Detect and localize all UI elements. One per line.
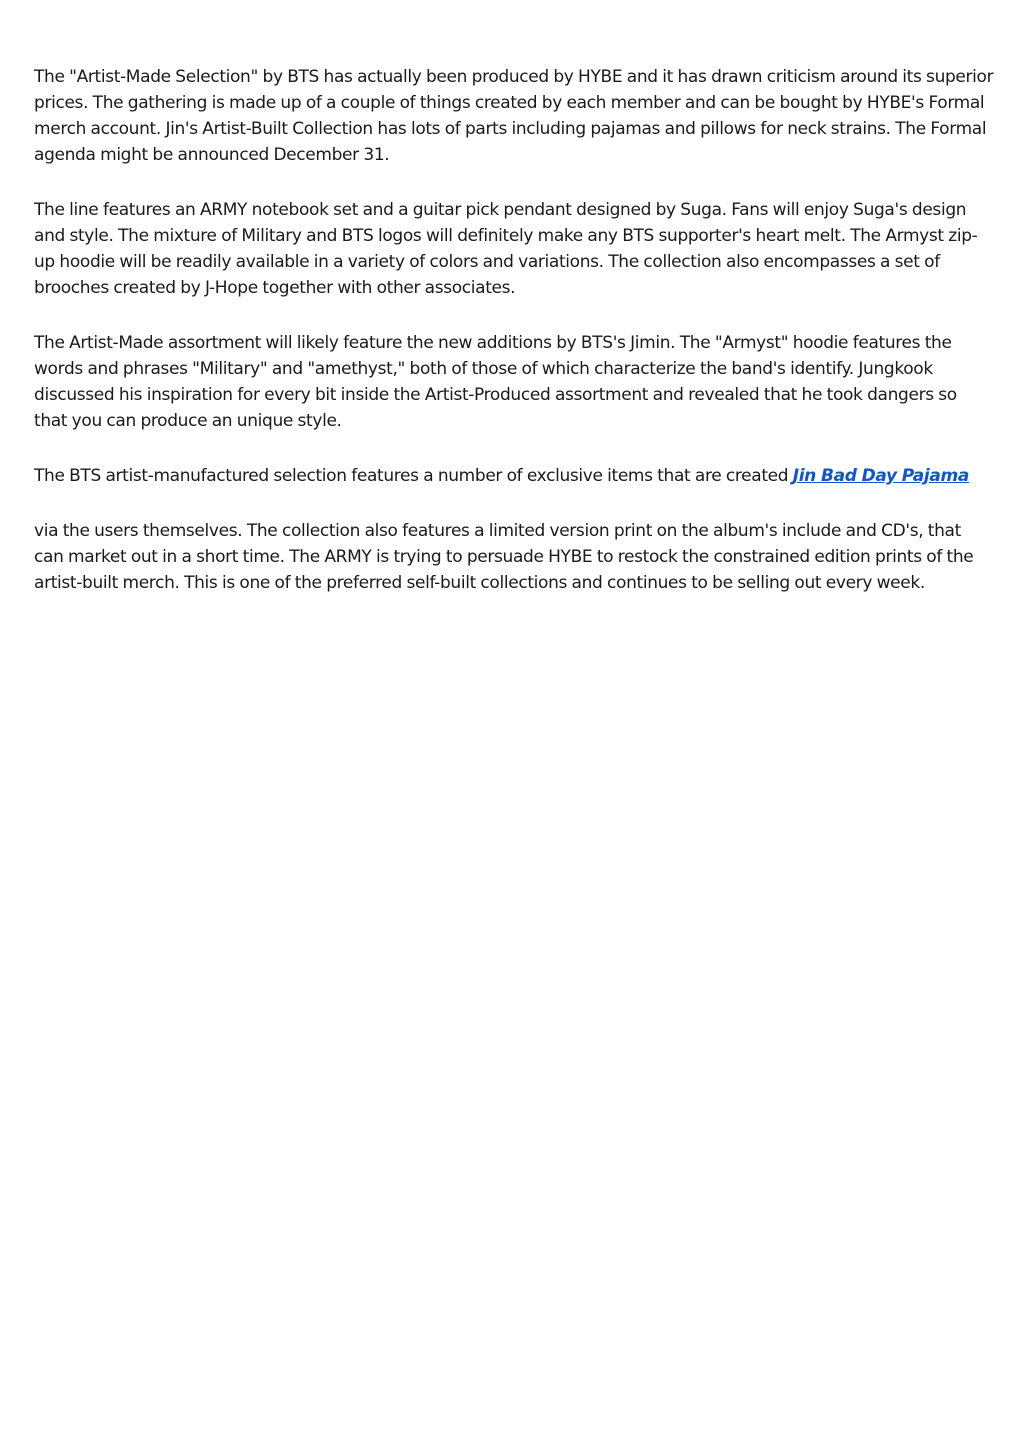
paragraph-4-text: The BTS artist-manufactured selection features a number of exclusive items that are created <box>34 466 793 486</box>
jin-bad-day-pajama-link[interactable]: Jin Bad Day Pajama <box>792 466 970 486</box>
paragraph-3: The Artist-Made assortment will likely feature the new additions by BTS's Jimin. The "Armyst" hoodie features the words and phrases "Military" and "amethyst," both of those of which characterize the band's identify. Jungkook discussed his inspiration for every bit inside the Artist-Produced assortment and revealed that he took dangers so that you can produce an unique style. <box>34 333 957 431</box>
paragraph-2: The line features an ARMY notebook set and a guitar pick pendant designed by Suga. Fans will enjoy Suga's design and style. The mixture of Military and BTS logos will definitely make any BTS supporter's heart melt. The Armyst zip-up hoodie will be readily available in a variety of colors and variations. The collection also encompasses a set of brooches created by J-Hope together with other associates. <box>34 200 978 298</box>
paragraph-5: via the users themselves. The collection also features a limited version print on the album's include and CD's, that can market out in a short time. The ARMY is trying to persuade HYBE to restock the constrained edition prints of the artist-built merch. This is one of the preferred self-built collections and continues to be selling out every week. <box>34 521 974 593</box>
paragraph-1: The "Artist-Made Selection" by BTS has actually been produced by HYBE and it has drawn criticism around its superior prices. The gathering is made up of a couple of things created by each member and can be bought by HYBE's Formal merch account. Jin's Artist-Built Collection has lots of parts including pajamas and pillows for neck strains. The Formal agenda might be announced December 31. <box>34 67 994 165</box>
paragraph-4 <box>34 463 994 489</box>
article-body <box>34 64 994 625</box>
